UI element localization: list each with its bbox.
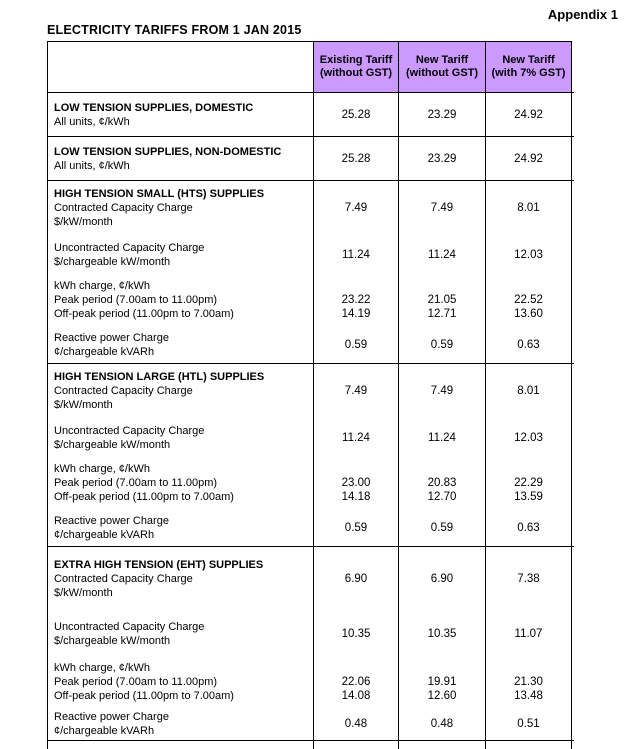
row-unit-line: ¢/chargeable kVARh <box>54 725 155 737</box>
section-low-tension-non-domestic <box>47 136 574 180</box>
row-label-line: Uncontracted Capacity Charge <box>54 241 205 254</box>
table-row-uncontracted <box>47 610 574 658</box>
cutoff-cell <box>485 741 572 749</box>
peak-value: 22.29 <box>514 477 543 489</box>
value-new-tariff-gst <box>485 275 572 326</box>
cutoff-cell <box>398 741 485 749</box>
row-label <box>47 364 313 417</box>
value-new-tariff: 7.49 <box>398 364 485 417</box>
value-new-tariff: 0.59 <box>398 509 485 546</box>
value-new-tariff: 0.48 <box>398 708 485 740</box>
value-new-tariff: 23.29 <box>398 93 485 136</box>
section-htl-supplies <box>47 363 574 546</box>
section-hts-supplies <box>47 180 574 363</box>
value-new-tariff-gst: 7.38 <box>485 547 572 610</box>
value-existing-tariff <box>313 458 398 509</box>
table-cutoff-row <box>47 740 574 749</box>
row-label <box>47 547 313 610</box>
value-existing-tariff: 11.24 <box>313 417 398 458</box>
peak-value: 20.83 <box>427 477 457 489</box>
row-unit-line: $/kW/month <box>54 215 113 228</box>
row-label <box>47 93 313 136</box>
cutoff-cell <box>313 741 398 749</box>
value-new-tariff-gst: 11.07 <box>485 610 572 658</box>
row-label-line: kWh charge, ¢/kWh <box>54 280 150 292</box>
section-title: LOW TENSION SUPPLIES, DOMESTIC <box>54 101 254 114</box>
peak-value: 23.00 <box>341 477 371 489</box>
row-label <box>47 137 313 180</box>
value-new-tariff <box>398 458 485 509</box>
offpeak-value: 14.18 <box>341 491 371 503</box>
table-row-contracted <box>47 547 574 610</box>
table-row-reactive-power <box>47 509 574 546</box>
peak-value: 19.91 <box>427 676 457 688</box>
page-title: ELECTRICITY TARIFFS FROM 1 JAN 2015 <box>47 23 302 37</box>
table-row <box>47 137 574 180</box>
row-label-line: Contracted Capacity Charge <box>54 384 193 397</box>
row-label <box>47 326 313 363</box>
peak-value: 21.05 <box>427 294 457 306</box>
value-new-tariff-gst: 24.92 <box>485 137 572 180</box>
value-new-tariff-gst <box>485 458 572 509</box>
row-peak-line: Peak period (7.00am to 11.00pm) <box>54 294 218 306</box>
row-label <box>47 417 313 458</box>
offpeak-value: 12.70 <box>427 491 457 503</box>
column-header-line: Existing Tariff <box>319 53 393 66</box>
offpeak-value: 13.60 <box>514 308 543 320</box>
row-unit-line: ¢/chargeable kVARh <box>54 528 155 541</box>
value-new-tariff: 11.24 <box>398 417 485 458</box>
row-label-line: Reactive power Charge <box>54 514 169 527</box>
value-existing-tariff: 11.24 <box>313 234 398 275</box>
table-row <box>47 93 574 136</box>
row-unit-line: $/kW/month <box>54 398 113 411</box>
offpeak-value: 12.71 <box>427 308 457 320</box>
row-unit-line: $/kW/month <box>54 586 113 599</box>
peak-value: 22.52 <box>514 294 543 306</box>
row-label <box>47 708 313 740</box>
value-existing-tariff: 0.59 <box>313 509 398 546</box>
column-header-line: (without GST) <box>405 67 479 79</box>
row-label <box>47 509 313 546</box>
row-unit-line: All units, ¢/kWh <box>54 115 130 128</box>
corner-cell <box>47 41 313 92</box>
row-label-line: Contracted Capacity Charge <box>54 201 193 214</box>
value-existing-tariff: 6.90 <box>313 547 398 610</box>
value-new-tariff-gst: 0.63 <box>485 509 572 546</box>
column-header-existing-tariff <box>313 41 398 92</box>
appendix-label: Appendix 1 <box>547 7 618 22</box>
section-eht-supplies <box>47 546 574 740</box>
row-label-line: Uncontracted Capacity Charge <box>54 621 205 633</box>
column-header-line: (without GST) <box>319 67 393 79</box>
row-label-line: Reactive power Charge <box>54 711 169 723</box>
row-label <box>47 610 313 658</box>
offpeak-value: 12.60 <box>427 690 457 702</box>
peak-value: 22.06 <box>341 676 371 688</box>
value-new-tariff: 6.90 <box>398 547 485 610</box>
value-new-tariff: 23.29 <box>398 137 485 180</box>
column-header-new-tariff <box>398 41 485 92</box>
table-row-uncontracted <box>47 234 574 275</box>
table-row-reactive-power <box>47 326 574 363</box>
value-new-tariff-gst: 0.51 <box>485 708 572 740</box>
table-row-reactive-power <box>47 708 574 740</box>
offpeak-value: 14.19 <box>341 308 371 320</box>
value-existing-tariff: 0.59 <box>313 326 398 363</box>
column-header-line: New Tariff <box>502 53 555 66</box>
column-header-new-tariff-gst <box>485 41 572 92</box>
row-label-line: Contracted Capacity Charge <box>54 572 193 585</box>
column-header-line: (with 7% GST) <box>491 67 566 79</box>
row-peak-line: Peak period (7.00am to 11.00pm) <box>54 676 218 688</box>
value-existing-tariff: 7.49 <box>313 364 398 417</box>
tariff-table <box>47 41 574 749</box>
row-label-line: kWh charge, ¢/kWh <box>54 662 150 674</box>
peak-value: 21.30 <box>514 676 543 688</box>
row-unit-line: $/chargeable kW/month <box>54 438 171 451</box>
row-offpeak-line: Off-peak period (11.00pm to 7.00am) <box>54 690 234 702</box>
row-label-line: kWh charge, ¢/kWh <box>54 463 150 475</box>
value-existing-tariff: 25.28 <box>313 93 398 136</box>
section-title: LOW TENSION SUPPLIES, NON-DOMESTIC <box>54 145 282 158</box>
value-existing-tariff <box>313 275 398 326</box>
value-new-tariff: 7.49 <box>398 181 485 234</box>
value-existing-tariff: 0.48 <box>313 708 398 740</box>
value-existing-tariff: 7.49 <box>313 181 398 234</box>
value-new-tariff-gst: 8.01 <box>485 181 572 234</box>
row-label-line: Uncontracted Capacity Charge <box>54 424 205 437</box>
table-row-uncontracted <box>47 417 574 458</box>
section-title: EXTRA HIGH TENSION (EHT) SUPPLIES <box>54 558 264 571</box>
offpeak-value: 13.59 <box>514 491 543 503</box>
section-low-tension-domestic <box>47 92 574 136</box>
row-label <box>47 275 313 326</box>
row-label <box>47 181 313 234</box>
row-label <box>47 658 313 708</box>
value-new-tariff <box>398 275 485 326</box>
row-label-line: Reactive power Charge <box>54 331 169 344</box>
row-offpeak-line: Off-peak period (11.00pm to 7.00am) <box>54 491 234 503</box>
value-new-tariff: 11.24 <box>398 234 485 275</box>
offpeak-value: 14.08 <box>341 690 371 702</box>
row-label <box>47 234 313 275</box>
row-peak-line: Peak period (7.00am to 11.00pm) <box>54 477 218 489</box>
value-new-tariff-gst: 8.01 <box>485 364 572 417</box>
section-title: HIGH TENSION SMALL (HTS) SUPPLIES <box>54 187 265 200</box>
row-offpeak-line: Off-peak period (11.00pm to 7.00am) <box>54 308 234 320</box>
row-unit-line: $/chargeable kW/month <box>54 255 171 268</box>
table-row-contracted <box>47 181 574 234</box>
row-unit-line: All units, ¢/kWh <box>54 159 130 172</box>
value-new-tariff-gst: 0.63 <box>485 326 572 363</box>
table-row-kwh-charge <box>47 275 574 326</box>
value-existing-tariff: 25.28 <box>313 137 398 180</box>
row-unit-line: ¢/chargeable kVARh <box>54 345 155 358</box>
value-new-tariff: 10.35 <box>398 610 485 658</box>
column-header-line: New Tariff <box>415 53 469 66</box>
table-row-kwh-charge <box>47 458 574 509</box>
value-new-tariff-gst: 12.03 <box>485 417 572 458</box>
value-new-tariff-gst: 24.92 <box>485 93 572 136</box>
table-header-row <box>47 41 574 92</box>
value-existing-tariff <box>313 658 398 708</box>
table-row-contracted <box>47 364 574 417</box>
value-new-tariff: 0.59 <box>398 326 485 363</box>
value-new-tariff-gst <box>485 658 572 708</box>
peak-value: 23.22 <box>341 294 371 306</box>
table-row-kwh-charge <box>47 658 574 708</box>
value-new-tariff-gst: 12.03 <box>485 234 572 275</box>
cutoff-cell <box>47 741 313 749</box>
value-new-tariff <box>398 658 485 708</box>
row-label <box>47 458 313 509</box>
row-unit-line: $/chargeable kW/month <box>54 635 171 647</box>
section-title: HIGH TENSION LARGE (HTL) SUPPLIES <box>54 370 265 383</box>
value-existing-tariff: 10.35 <box>313 610 398 658</box>
offpeak-value: 13.48 <box>514 690 543 702</box>
